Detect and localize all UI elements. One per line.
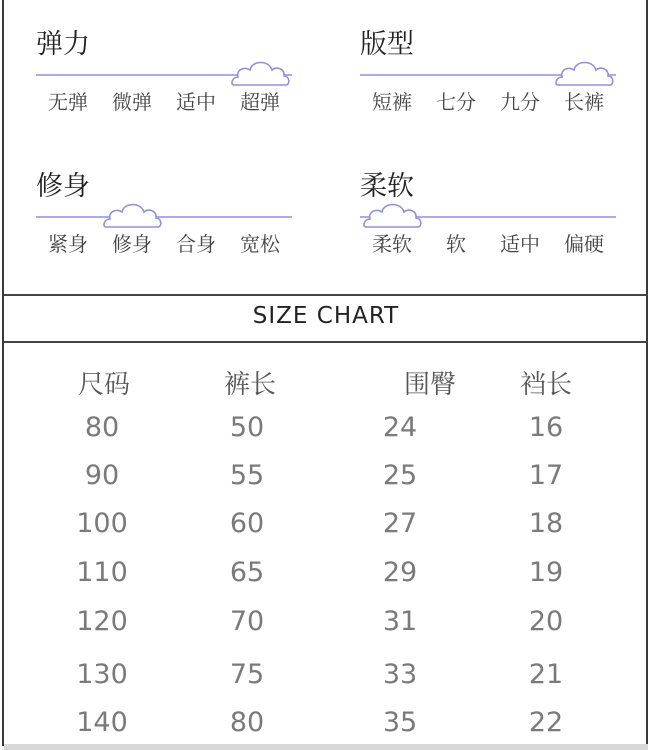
attribute-title: 版型 <box>360 29 414 60</box>
option-label: 宽松 <box>240 232 280 256</box>
table-cell: 17 <box>528 460 564 491</box>
cloud-marker-icon <box>230 58 290 88</box>
column-header-pants-length: 裤长 <box>223 370 276 400</box>
column-header-size: 尺码 <box>77 370 130 400</box>
size-chart-title: SIZE CHART <box>252 303 400 329</box>
table-cell: 120 <box>76 606 128 637</box>
option-label: 微弹 <box>112 90 152 114</box>
table-cell: 100 <box>76 508 128 539</box>
table-cell: 25 <box>382 460 418 491</box>
attribute-options <box>36 86 292 116</box>
table-cell: 70 <box>229 606 265 637</box>
column-header-crotch: 裆长 <box>519 370 572 400</box>
attribute-options <box>360 228 616 258</box>
column-header-hip: 围臀 <box>403 370 456 400</box>
bottom-edge <box>4 744 648 750</box>
attribute-title: 柔软 <box>360 171 414 202</box>
table-cell: 33 <box>382 659 418 690</box>
option-label: 修身 <box>112 232 152 256</box>
attribute-options <box>360 86 616 116</box>
option-label: 适中 <box>500 232 540 256</box>
table-cell: 80 <box>84 412 120 443</box>
attribute-title: 弹力 <box>36 29 90 60</box>
table-cell: 31 <box>382 606 418 637</box>
attribute-scale-track <box>36 216 292 218</box>
table-cell: 65 <box>229 557 265 588</box>
option-label: 超弹 <box>240 90 280 114</box>
cloud-marker-icon <box>362 200 422 230</box>
table-cell: 22 <box>528 707 564 738</box>
table-cell: 20 <box>528 606 564 637</box>
table-cell: 60 <box>229 508 265 539</box>
table-cell: 18 <box>528 508 564 539</box>
option-label: 偏硬 <box>564 232 604 256</box>
attribute-options <box>36 228 292 258</box>
option-label: 九分 <box>500 90 540 114</box>
option-label: 无弹 <box>48 90 88 114</box>
divider-top <box>4 294 648 296</box>
option-label: 柔软 <box>372 232 412 256</box>
table-cell: 110 <box>76 557 128 588</box>
option-label: 适中 <box>176 90 216 114</box>
table-cell: 80 <box>229 707 265 738</box>
option-label: 软 <box>446 232 466 256</box>
option-label: 七分 <box>436 90 476 114</box>
cloud-marker-icon <box>554 58 614 88</box>
table-cell: 27 <box>382 508 418 539</box>
divider-bottom <box>4 341 648 343</box>
table-cell: 16 <box>528 412 564 443</box>
table-cell: 24 <box>382 412 418 443</box>
table-cell: 29 <box>382 557 418 588</box>
option-label: 长裤 <box>564 90 604 114</box>
option-label: 紧身 <box>48 232 88 256</box>
table-cell: 90 <box>84 460 120 491</box>
table-cell: 50 <box>229 412 265 443</box>
table-cell: 130 <box>76 659 128 690</box>
table-cell: 55 <box>229 460 265 491</box>
table-cell: 21 <box>528 659 564 690</box>
table-cell: 19 <box>528 557 564 588</box>
table-cell: 140 <box>76 707 128 738</box>
table-cell: 75 <box>229 659 265 690</box>
attribute-title: 修身 <box>36 171 90 202</box>
option-label: 短裤 <box>372 90 412 114</box>
option-label: 合身 <box>176 232 216 256</box>
cloud-marker-icon <box>102 200 162 230</box>
table-cell: 35 <box>382 707 418 738</box>
